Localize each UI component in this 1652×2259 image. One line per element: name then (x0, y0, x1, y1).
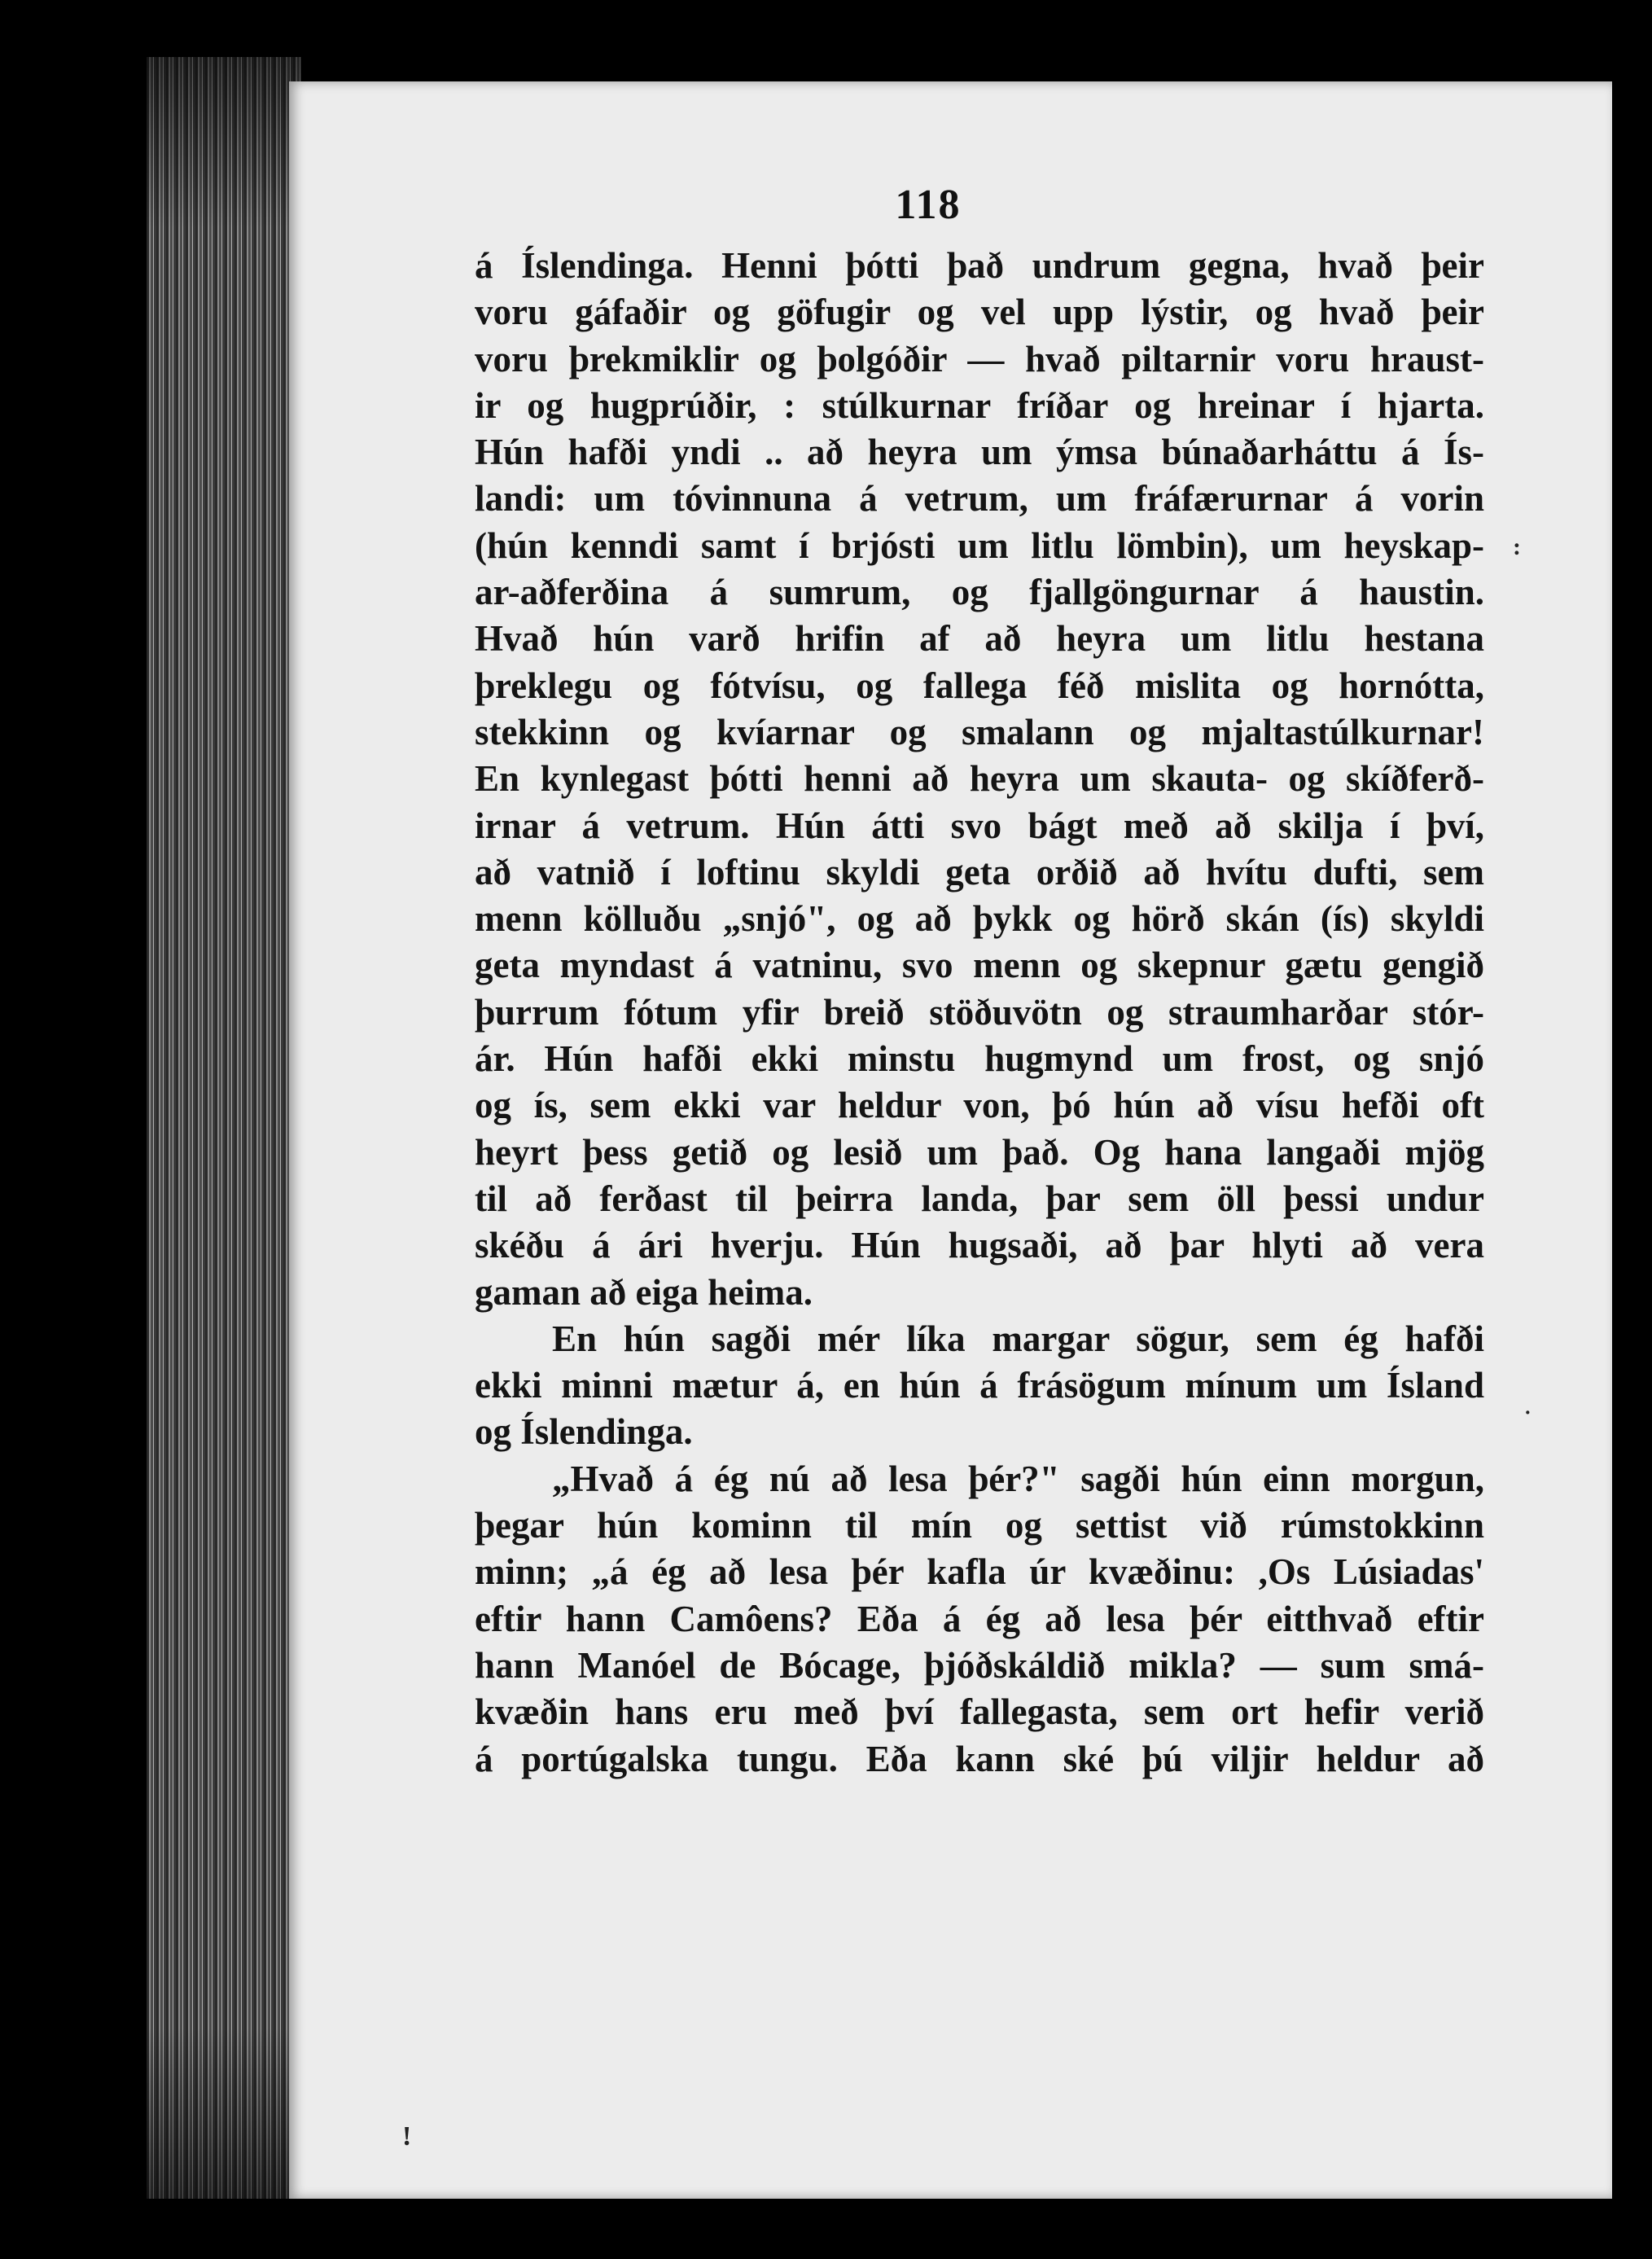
text-line: hann Manóel de Bócage, þjóðskáldið mikla? — sum smá- (475, 1644, 1484, 1686)
text-line: Hvað hún varð hrifin af að heyra um litlu hestana (475, 618, 1484, 660)
text-line: og ís, sem ekki var heldur von, þó hún að vísu hefði oft (475, 1085, 1484, 1126)
text-line: að vatnið í loftinu skyldi geta orðið að hvítu dufti, sem (475, 851, 1484, 893)
text-line: menn kölluðu „snjó", og að þykk og hörð skán (ís) skyldi (475, 898, 1484, 940)
text-line: En kynlegast þótti henni að heyra um skauta- og skíðferð- (475, 758, 1484, 800)
text-line: skéðu á ári hverju. Hún hugsaði, að þar hlyti að vera (475, 1225, 1484, 1266)
text-line: gaman að eiga heima. (475, 1271, 813, 1313)
text-line: heyrt þess getið og lesið um það. Og hana langaði mjög (475, 1131, 1484, 1173)
text-line: þurrum fótum yfir breið stöðuvötn og straumharðar stór- (475, 991, 1484, 1033)
text-line: og Íslendinga. (475, 1411, 693, 1453)
text-line: (hún kenndi samt í brjósti um litlu lömbin), um heyskap- (475, 524, 1484, 566)
text-line: kvæðin hans eru með því fallegasta, sem ort hefir verið (475, 1691, 1484, 1733)
text-line: Hún hafði yndi .. að heyra um ýmsa búnaðarháttu á Ís- (475, 432, 1484, 473)
body-text (475, 243, 1484, 1783)
text-line: En hún sagði mér líka margar sögur, sem ég hafði (552, 1318, 1484, 1359)
text-line: ekki minni mætur á, en hún á frásögum mínum um Ísland (475, 1365, 1484, 1406)
text-line: þegar hún kominn til mín og settist við rúmstokkinn (475, 1505, 1484, 1546)
text-line: ar-aðferðina á sumrum, og fjallgöngurnar á haustin. (475, 572, 1484, 613)
text-line: geta myndast á vatninu, svo menn og skepnur gætu gengið (475, 945, 1484, 986)
text-line: irnar á vetrum. Hún átti svo bágt með að skilja í því, (475, 805, 1484, 846)
margin-speck: ! (402, 2121, 412, 2152)
text-line: ir og hugprúðir, : stúlkurnar fríðar og hreinar í hjarta. (475, 384, 1484, 426)
text-line: minn; „á ég að lesa þér kafla úr kvæðinu: ,Os Lúsiadas' (475, 1551, 1484, 1593)
page-number: 118 (895, 182, 962, 228)
text-line: stekkinn og kvíarnar og smalann og mjaltastúlkurnar! (475, 711, 1484, 752)
text-line: á Íslendinga. Henni þótti það undrum gegna, hvað þeir (475, 245, 1484, 286)
text-line: eftir hann Camôens? Eða á ég að lesa þér eitthvað eftir (475, 1598, 1484, 1639)
text-line: „Hvað á ég nú að lesa þér?" sagði hún einn morgun, (552, 1458, 1484, 1499)
text-line: til að ferðast til þeirra landa, þar sem öll þessi undur (475, 1178, 1484, 1219)
text-line: voru gáfaðir og göfugir og vel upp lýstir, og hvað þeir (475, 292, 1484, 333)
text-line: á portúgalska tungu. Eða kann ské þú viljir heldur að (475, 1738, 1484, 1779)
text-line: ár. Hún hafði ekki minstu hugmynd um frost, og snjó (475, 1038, 1484, 1080)
book-page-edges (147, 57, 301, 2199)
margin-speck: · (1524, 1401, 1531, 1424)
margin-speck: : (1513, 533, 1521, 560)
text-line: voru þrekmiklir og þolgóðir — hvað piltarnir voru hraust- (475, 338, 1484, 379)
text-line: landi: um tóvinnuna á vetrum, um fráfærurnar á vorin (475, 478, 1484, 520)
text-line: þreklegu og fótvísu, og fallega féð mislita og hornótta, (475, 665, 1484, 706)
